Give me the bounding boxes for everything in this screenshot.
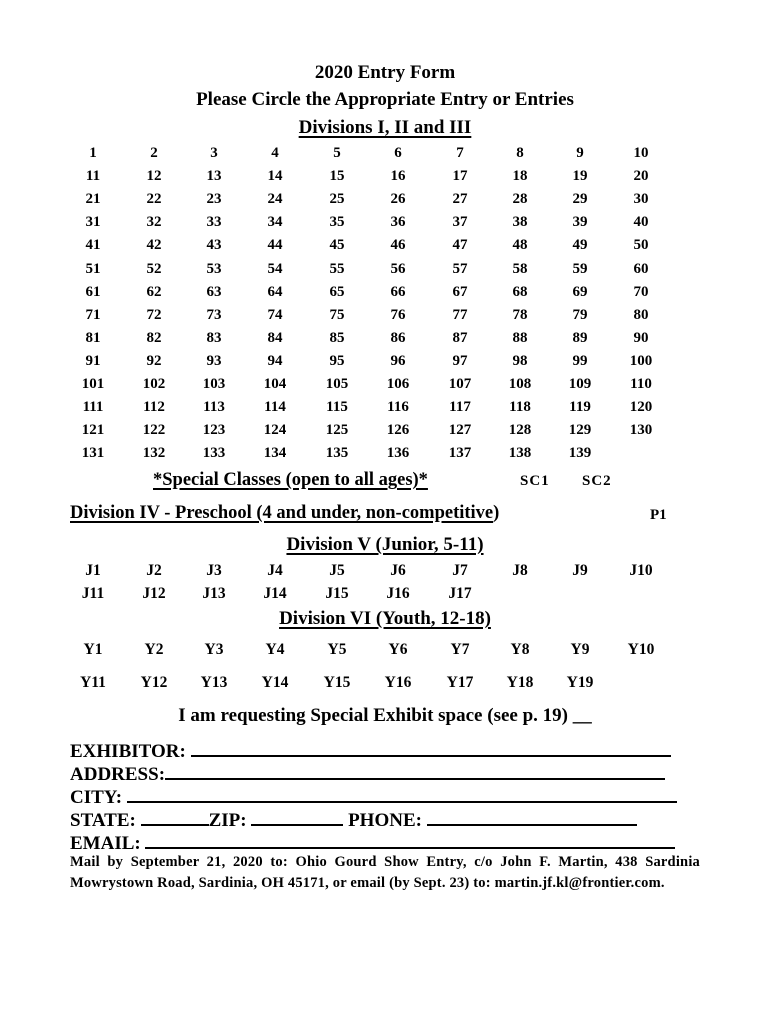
entry-96[interactable]: 96 xyxy=(390,352,406,369)
entry-y18[interactable]: Y18 xyxy=(506,674,534,691)
entry-55[interactable]: 55 xyxy=(329,260,345,277)
entry-106[interactable]: 106 xyxy=(386,376,410,392)
entry-j12[interactable]: J12 xyxy=(142,585,166,602)
entry-50[interactable]: 50 xyxy=(633,237,649,254)
entry-48[interactable]: 48 xyxy=(512,237,528,254)
entry-118[interactable]: 118 xyxy=(509,399,531,416)
phone-input[interactable] xyxy=(427,807,637,826)
exhibitor-input[interactable] xyxy=(191,738,671,757)
entry-66[interactable]: 66 xyxy=(390,283,406,300)
entry-1[interactable]: 1 xyxy=(89,145,97,161)
state-label: STATE: xyxy=(70,810,136,831)
entry-18[interactable]: 18 xyxy=(512,168,528,185)
division-4-close-paren: ) xyxy=(493,503,500,523)
entry-63[interactable]: 63 xyxy=(206,283,222,300)
entry-y13[interactable]: Y13 xyxy=(200,674,228,691)
entry-74[interactable]: 74 xyxy=(267,306,283,323)
entry-108[interactable]: 108 xyxy=(508,376,532,392)
entry-99[interactable]: 99 xyxy=(572,352,588,369)
entry-42[interactable]: 42 xyxy=(146,237,162,254)
entry-72[interactable]: 72 xyxy=(146,306,162,323)
entry-125[interactable]: 125 xyxy=(325,422,349,439)
form-title: 2020 Entry Form xyxy=(314,62,456,83)
entry-122[interactable]: 122 xyxy=(142,422,166,439)
entry-21[interactable]: 21 xyxy=(85,191,101,208)
entry-j11[interactable]: J11 xyxy=(81,585,105,602)
entry-43[interactable]: 43 xyxy=(206,237,222,254)
entry-115[interactable]: 115 xyxy=(326,399,348,416)
entry-60[interactable]: 60 xyxy=(633,260,649,277)
entry-j10[interactable]: J10 xyxy=(629,562,653,579)
exhibitor-label: EXHIBITOR: xyxy=(70,741,186,762)
entry-y16[interactable]: Y16 xyxy=(384,674,412,691)
entry-58[interactable]: 58 xyxy=(512,260,528,277)
division-5-heading: Division V (Junior, 5-11) xyxy=(286,534,484,555)
entry-62[interactable]: 62 xyxy=(146,283,162,300)
entry-34[interactable]: 34 xyxy=(267,214,283,231)
entry-80[interactable]: 80 xyxy=(633,306,649,323)
entry-17[interactable]: 17 xyxy=(452,168,468,185)
entry-35[interactable]: 35 xyxy=(329,214,345,231)
entry-135[interactable]: 135 xyxy=(325,445,349,462)
entry-83[interactable]: 83 xyxy=(206,329,222,346)
entry-138[interactable]: 138 xyxy=(508,445,532,462)
entry-31[interactable]: 31 xyxy=(85,214,101,231)
entry-32[interactable]: 32 xyxy=(146,214,162,231)
entry-j1[interactable]: J1 xyxy=(85,562,101,579)
zip-input[interactable] xyxy=(251,807,343,826)
entry-j8[interactable]: J8 xyxy=(512,562,528,579)
entry-102[interactable]: 102 xyxy=(142,376,166,392)
entry-86[interactable]: 86 xyxy=(390,329,406,346)
entry-70[interactable]: 70 xyxy=(633,283,649,300)
special-exhibit-request: I am requesting Special Exhibit space (see p. 19) __ xyxy=(178,705,592,726)
entry-97[interactable]: 97 xyxy=(452,352,468,369)
entry-67[interactable]: 67 xyxy=(452,283,468,300)
entry-y15[interactable]: Y15 xyxy=(323,674,351,691)
entry-13[interactable]: 13 xyxy=(206,168,222,185)
entry-25[interactable]: 25 xyxy=(329,191,345,208)
entry-p1[interactable]: P1 xyxy=(650,507,667,523)
entry-53[interactable]: 53 xyxy=(206,260,222,277)
entry-12[interactable]: 12 xyxy=(146,168,162,185)
entry-103[interactable]: 103 xyxy=(202,376,226,392)
entry-51[interactable]: 51 xyxy=(85,260,101,277)
special-classes-label: *Special Classes (open to all ages)* xyxy=(153,470,428,490)
email-input[interactable] xyxy=(145,830,675,849)
address-row xyxy=(70,761,665,786)
entry-24[interactable]: 24 xyxy=(267,191,283,208)
address-input[interactable] xyxy=(165,761,665,780)
entry-j2[interactable]: J2 xyxy=(146,562,162,579)
entry-sc2[interactable]: SC2 xyxy=(582,473,612,489)
entry-95[interactable]: 95 xyxy=(329,352,345,369)
entry-28[interactable]: 28 xyxy=(512,191,528,208)
entry-y11[interactable]: Y11 xyxy=(80,674,106,691)
entry-7[interactable]: 7 xyxy=(456,145,464,161)
entry-87[interactable]: 87 xyxy=(452,329,468,346)
entry-124[interactable]: 124 xyxy=(263,422,287,439)
entry-y10[interactable]: Y10 xyxy=(627,641,655,658)
entry-59[interactable]: 59 xyxy=(572,260,588,277)
entry-88[interactable]: 88 xyxy=(512,329,528,346)
entry-47[interactable]: 47 xyxy=(452,237,468,254)
entry-45[interactable]: 45 xyxy=(329,237,345,254)
entry-89[interactable]: 89 xyxy=(572,329,588,346)
entry-78[interactable]: 78 xyxy=(512,306,528,323)
entry-129[interactable]: 129 xyxy=(568,422,592,439)
entry-117[interactable]: 117 xyxy=(449,399,471,416)
entry-16[interactable]: 16 xyxy=(390,168,406,185)
entry-37[interactable]: 37 xyxy=(452,214,468,231)
entry-132[interactable]: 132 xyxy=(142,445,166,462)
entry-82[interactable]: 82 xyxy=(146,329,162,346)
entry-49[interactable]: 49 xyxy=(572,237,588,254)
entry-y3[interactable]: Y3 xyxy=(204,641,224,658)
entry-y8[interactable]: Y8 xyxy=(510,641,530,658)
entry-77[interactable]: 77 xyxy=(452,306,468,323)
entry-y19[interactable]: Y19 xyxy=(566,674,594,691)
entry-y14[interactable]: Y14 xyxy=(261,674,289,691)
entry-sc1[interactable]: SC1 xyxy=(520,473,550,489)
entry-119[interactable]: 119 xyxy=(569,399,591,416)
entry-j14[interactable]: J14 xyxy=(263,585,287,602)
state-input[interactable] xyxy=(141,807,209,826)
entry-113[interactable]: 113 xyxy=(203,399,225,416)
entry-127[interactable]: 127 xyxy=(448,422,472,439)
entry-109[interactable]: 109 xyxy=(568,376,592,392)
entry-15[interactable]: 15 xyxy=(329,168,345,185)
city-label: CITY: xyxy=(70,787,123,808)
entry-9[interactable]: 9 xyxy=(576,145,584,161)
entry-46[interactable]: 46 xyxy=(390,237,406,254)
entry-116[interactable]: 116 xyxy=(387,399,409,416)
entry-36[interactable]: 36 xyxy=(390,214,406,231)
entry-54[interactable]: 54 xyxy=(267,260,283,277)
entry-94[interactable]: 94 xyxy=(267,352,283,369)
entry-101[interactable]: 101 xyxy=(81,376,105,392)
entry-y9[interactable]: Y9 xyxy=(570,641,590,658)
entry-126[interactable]: 126 xyxy=(386,422,410,439)
entry-j4[interactable]: J4 xyxy=(267,562,283,579)
entry-121[interactable]: 121 xyxy=(81,422,105,439)
entry-93[interactable]: 93 xyxy=(206,352,222,369)
entry-73[interactable]: 73 xyxy=(206,306,222,323)
entry-136[interactable]: 136 xyxy=(386,445,410,462)
zip-label: ZIP: xyxy=(208,810,247,831)
entry-23[interactable]: 23 xyxy=(206,191,222,208)
entry-y17[interactable]: Y17 xyxy=(446,674,474,691)
address-label: ADDRESS: xyxy=(70,764,166,785)
entry-111[interactable]: 111 xyxy=(82,399,104,416)
entry-64[interactable]: 64 xyxy=(267,283,283,300)
entry-61[interactable]: 61 xyxy=(85,283,101,300)
entry-19[interactable]: 19 xyxy=(572,168,588,185)
entry-40[interactable]: 40 xyxy=(633,214,649,231)
entry-y6[interactable]: Y6 xyxy=(388,641,408,658)
entry-112[interactable]: 112 xyxy=(143,399,165,416)
entry-98[interactable]: 98 xyxy=(512,352,528,369)
email-label: EMAIL: xyxy=(70,833,141,854)
state-zip-phone-row xyxy=(70,807,637,832)
entry-123[interactable]: 123 xyxy=(202,422,226,439)
entry-56[interactable]: 56 xyxy=(390,260,406,277)
entry-y12[interactable]: Y12 xyxy=(140,674,168,691)
entry-30[interactable]: 30 xyxy=(633,191,649,208)
entry-91[interactable]: 91 xyxy=(85,352,101,369)
entry-8[interactable]: 8 xyxy=(516,145,524,161)
entry-4[interactable]: 4 xyxy=(271,145,279,161)
entry-110[interactable]: 110 xyxy=(630,376,652,392)
entry-38[interactable]: 38 xyxy=(512,214,528,231)
city-row xyxy=(70,784,677,809)
entry-6[interactable]: 6 xyxy=(394,145,402,161)
entry-j17[interactable]: J17 xyxy=(448,585,472,602)
division-4-label xyxy=(70,503,499,524)
entry-33[interactable]: 33 xyxy=(206,214,222,231)
entry-71[interactable]: 71 xyxy=(85,306,101,323)
entry-114[interactable]: 114 xyxy=(264,399,286,416)
entry-65[interactable]: 65 xyxy=(329,283,345,300)
entry-79[interactable]: 79 xyxy=(572,306,588,323)
entry-92[interactable]: 92 xyxy=(146,352,162,369)
form-subtitle: Please Circle the Appropriate Entry or Entries xyxy=(196,89,574,110)
entry-20[interactable]: 20 xyxy=(633,168,649,185)
entry-j16[interactable]: J16 xyxy=(386,585,410,602)
entry-69[interactable]: 69 xyxy=(572,283,588,300)
phone-label: PHONE: xyxy=(348,810,422,831)
entry-j6[interactable]: J6 xyxy=(390,562,406,579)
entry-14[interactable]: 14 xyxy=(267,168,283,185)
entry-2[interactable]: 2 xyxy=(150,145,158,161)
entry-139[interactable]: 139 xyxy=(568,445,592,462)
entry-131[interactable]: 131 xyxy=(81,445,105,462)
entry-y5[interactable]: Y5 xyxy=(327,641,347,658)
entry-52[interactable]: 52 xyxy=(146,260,162,277)
entry-39[interactable]: 39 xyxy=(572,214,588,231)
entry-130[interactable]: 130 xyxy=(629,422,653,439)
division-6-heading: Division VI (Youth, 12-18) xyxy=(279,608,491,629)
divisions-1-3-heading: Divisions I, II and III xyxy=(298,117,472,138)
entry-j3[interactable]: J3 xyxy=(206,562,222,579)
entry-22[interactable]: 22 xyxy=(146,191,162,208)
entry-y2[interactable]: Y2 xyxy=(144,641,164,658)
entry-29[interactable]: 29 xyxy=(572,191,588,208)
entry-y7[interactable]: Y7 xyxy=(450,641,470,658)
entry-11[interactable]: 11 xyxy=(85,168,101,185)
entry-26[interactable]: 26 xyxy=(390,191,406,208)
entry-57[interactable]: 57 xyxy=(452,260,468,277)
entry-y4[interactable]: Y4 xyxy=(265,641,285,658)
exhibitor-row xyxy=(70,738,671,763)
entry-41[interactable]: 41 xyxy=(85,237,101,254)
entry-3[interactable]: 3 xyxy=(210,145,218,161)
entry-44[interactable]: 44 xyxy=(267,237,283,254)
entry-107[interactable]: 107 xyxy=(448,376,472,392)
entry-137[interactable]: 137 xyxy=(448,445,472,462)
entry-90[interactable]: 90 xyxy=(633,329,649,346)
entry-y1[interactable]: Y1 xyxy=(83,641,103,658)
mailing-instructions: Mail by September 21, 2020 to: Ohio Gourd Show Entry, c/o John F. Martin, 438 Sardinia Mowrystown Road, Sardinia, OH 45171, or email (by Sept. 23) to: martin.jf.kl@frontier.com. xyxy=(70,854,700,891)
entry-68[interactable]: 68 xyxy=(512,283,528,300)
entry-105[interactable]: 105 xyxy=(325,376,349,392)
entry-84[interactable]: 84 xyxy=(267,329,283,346)
division-4-text: Division IV - Preschool (4 and under, non-competitive xyxy=(70,503,494,523)
entry-j5[interactable]: J5 xyxy=(329,562,345,579)
entry-75[interactable]: 75 xyxy=(329,306,345,323)
entry-85[interactable]: 85 xyxy=(329,329,345,346)
entry-104[interactable]: 104 xyxy=(263,376,287,392)
entry-j13[interactable]: J13 xyxy=(202,585,226,602)
entry-100[interactable]: 100 xyxy=(629,352,653,369)
entry-j9[interactable]: J9 xyxy=(572,562,588,579)
entry-120[interactable]: 120 xyxy=(629,399,653,416)
entry-27[interactable]: 27 xyxy=(452,191,468,208)
city-input[interactable] xyxy=(127,784,677,803)
entry-5[interactable]: 5 xyxy=(333,145,341,161)
entry-j15[interactable]: J15 xyxy=(325,585,349,602)
entry-133[interactable]: 133 xyxy=(202,445,226,462)
entry-76[interactable]: 76 xyxy=(390,306,406,323)
entry-10[interactable]: 10 xyxy=(633,145,649,161)
entry-j7[interactable]: J7 xyxy=(452,562,468,579)
entry-134[interactable]: 134 xyxy=(263,445,287,462)
entry-128[interactable]: 128 xyxy=(508,422,532,439)
entry-81[interactable]: 81 xyxy=(85,329,101,346)
